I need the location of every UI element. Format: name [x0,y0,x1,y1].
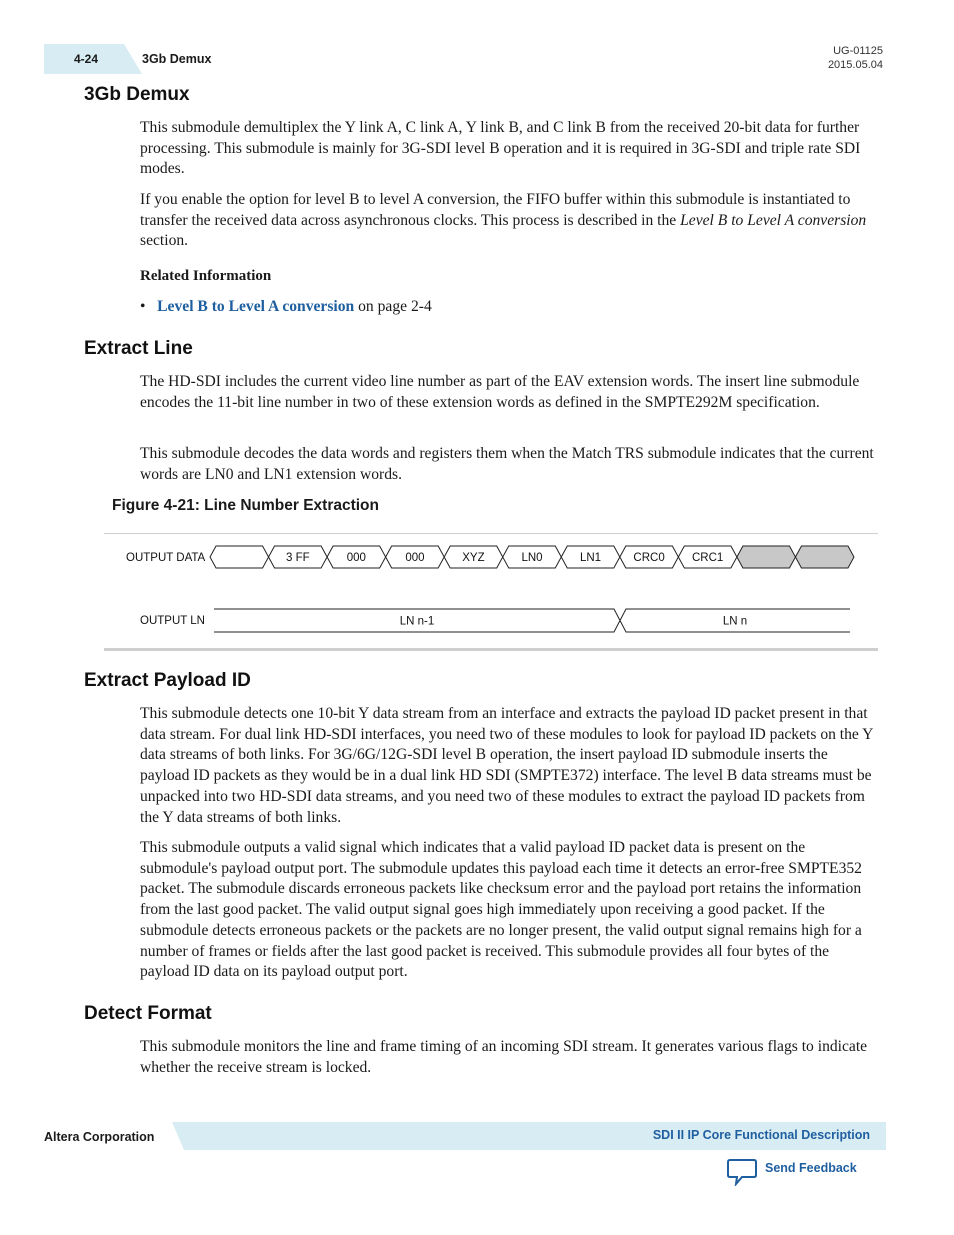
data-word-cell [737,546,796,568]
section-title-3gb-demux: 3Gb Demux [84,84,190,105]
figure-bottom-rule [104,648,878,651]
send-feedback-link[interactable]: Send Feedback [765,1161,857,1175]
data-word-label: 000 [405,552,425,564]
header-section-title: 3Gb Demux [142,52,212,66]
demux-p2-suffix: section. [140,232,189,250]
section-title-detect-format: Detect Format [84,1003,212,1024]
output-data-bus [210,546,854,568]
demux-paragraph-2 [140,190,875,252]
header-doc-info [828,44,883,72]
demux-p2-text: If you enable the option for level B to level A conversion, the FIFO buffer within this submodule is instantiated to transfer the received data across asynchronous clocks. This process is described in the [140,191,851,229]
doc-id: UG-01125 [833,45,883,57]
data-word-cell [795,546,854,568]
figure-caption: Figure 4-21: Line Number Extraction [112,497,379,514]
ln-segment-label: LN n-1 [399,615,435,628]
section-title-extract-payload-id: Extract Payload ID [84,670,251,691]
data-word-label: 3 FF [285,552,310,564]
bullet-dot: • [140,298,158,315]
demux-paragraph-1: This submodule demultiplex the Y link A, C link A, Y link B, and C link B from the received 20-bit data for further processing. This submodule is mainly for 3G-SDI level B operation and it is required in 3G-SDI and triple rate SDI modes. [140,119,861,178]
demux-p2-italic: Level B to Level A conversion [680,211,867,229]
doc-date: 2015.05.04 [827,59,883,71]
ln-segment-label: LN n [722,615,748,628]
footer-doc-title[interactable]: SDI II IP Core Functional Description [652,1128,870,1142]
data-word-label: CRC1 [691,552,724,564]
data-word-label: 000 [346,552,366,564]
output-ln-label: OUTPUT LN [140,615,205,627]
section-title-extract-line: Extract Line [84,338,193,359]
related-link[interactable]: Level B to Level A conversion [157,298,355,315]
output-ln-bus [214,609,850,632]
related-information-label: Related Information [140,268,272,284]
page-number: 4-24 [74,52,99,66]
data-word-label: LN1 [579,552,602,564]
related-link-suffix: on page 2-4 [354,298,432,315]
output-data-label: OUTPUT DATA [126,552,206,564]
data-word-label: LN0 [521,552,543,564]
timing-diagram [104,534,878,648]
detect-format-paragraph: This submodule monitors the line and frame timing of an incoming SDI stream. It generates various flags to indicate whether the receive stream is locked. [140,1038,868,1076]
extract-line-paragraph-1: The HD-SDI includes the current video line number as part of the EAV extension words. The insert line submodule encodes the 11-bit line number in two of these extension words as defined in the SMPTE292M specification. [140,373,860,411]
feedback-icon[interactable] [727,1158,757,1186]
footer-company: Altera Corporation [44,1130,155,1144]
data-word-label: CRC0 [633,552,665,564]
related-link-item [140,298,432,316]
payload-paragraph-2: This submodule outputs a valid signal which indicates that a valid payload ID packet data is present on the submodule's payload output port. The submodule updates this payload each time it detects an error-free SMPTE352 packet. The submodule discards erroneous packets like checksum error and the payload port retains the information from the last good packet. The valid output signal goes high immediately upon receiving a good packet. If the submodule detects erroneous packets or the packets are no longer present, the valid output signal remains high for a number of frames or fields after the last good packet is received. This submodule provides all four bytes of the payload ID data on its payload output port. [140,839,862,981]
payload-paragraph-1: This submodule detects one 10-bit Y data stream from an interface and extracts the payload ID packet present in that data stream. For dual link HD-SDI interfaces, you need two of these modules to look for payload ID packets on the Y data streams of both links. For 3G/6G/12G-SDI level B operation, the insert payload ID submodule inserts the payload ID packets as they would be in a dual link HD SDI (SMPTE372) interface. The level B data streams must be unpacked into two HD-SDI data streams, and you need two of these modules to extract the payload ID packets from the Y data streams of both links. [140,705,873,826]
data-word-label: XYZ [462,552,485,564]
data-word-cell [210,546,269,568]
extract-line-paragraph-2: This submodule decodes the data words and registers them when the Match TRS submodule indicates that the current words are LN0 and LN1 extension words. [140,445,874,483]
